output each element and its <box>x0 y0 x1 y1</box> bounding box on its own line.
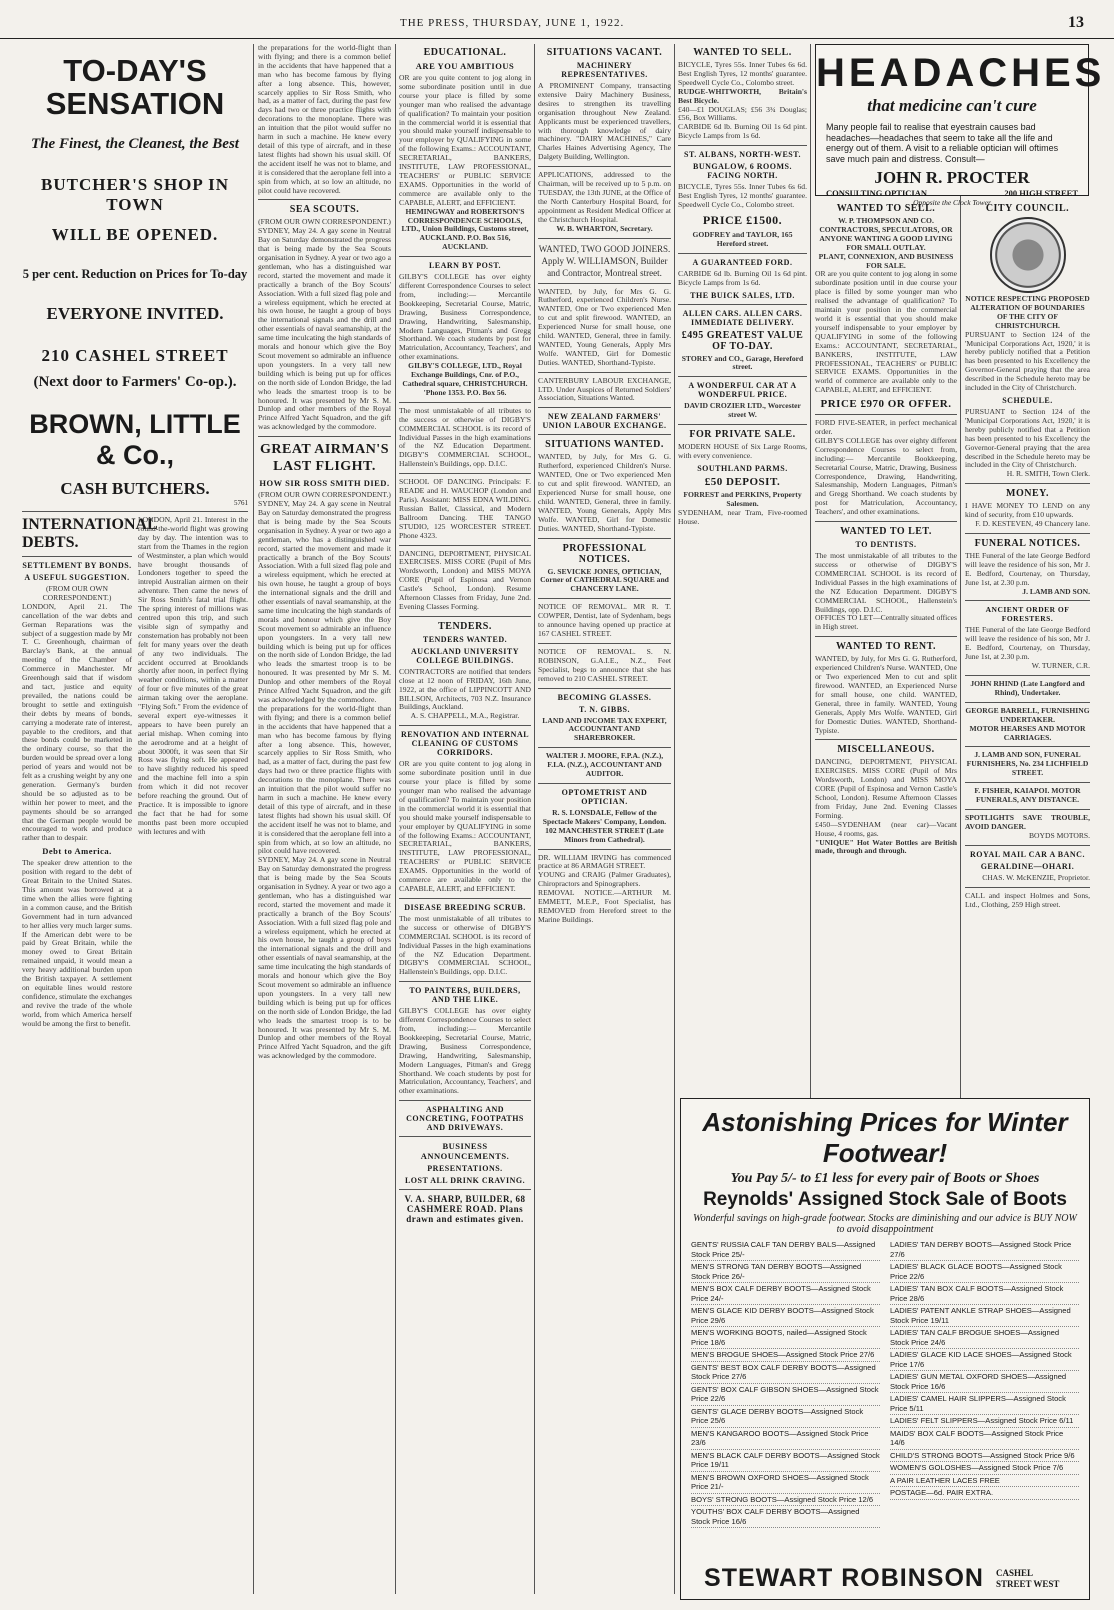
boots-item: MEN'S BOX CALF DERBY BOOTS—Assigned Stock Price 24/- <box>691 1283 880 1305</box>
motor-hearses: MOTOR HEARSES AND MOTOR CARRIAGES. <box>969 723 1086 742</box>
headaches-ad <box>815 44 1106 207</box>
removal-1: NOTICE OF REMOVAL. MR R. T. COWPER, Dentist, late of Sydenham, begs to announce having opened up practice at 167 CASHEL STREET. <box>538 602 671 638</box>
to-dentists: TO DENTISTS. <box>855 540 917 550</box>
funeral-title: FUNERAL NOTICES. <box>974 537 1081 549</box>
column-5 <box>678 44 807 1094</box>
scouts-text-cont: SYDNEY, May 24. A gay scene in Neutral Bay on Saturday demonstrated the progress that is being made by the Sea Scouts organisation in Sydney. A year or two ago a gentleman, who has a distinguished war record, started the movement and made it practically a branch of the Boy Scouts' Association. With a full sized flag pole and a wireless equipment, which he erected at his own house, he taught a group of boys the international signals and the drill and other essentials of naval seamanship, at the same time inculcating the high standards of morals and honour which give the Boy Scout movement so admirable an influence upon youngsters. In a very tall new building which is being put up for offices on the north side of London Bridge, the lad who leads the smartest troop is to be honoured. It was presented by Mr S. M. Dunlop and other members of the Royal Prince Alfred Yacht Squadron, and the gift was acknowledged by the commodore. <box>258 855 391 1061</box>
boots-list-left <box>691 1239 880 1528</box>
rhind: JOHN RHIND (Late Langford and Rhind), Undertaker. <box>970 679 1085 697</box>
boots-item: LADIES' TAN CALF BROGUE SHOES—Assigned Stock Price 24/6 <box>890 1327 1079 1349</box>
st-albans: ST. ALBANS, NORTH-WEST. <box>684 150 801 160</box>
storey: STOREY and CO., Garage, Hereford street. <box>681 353 804 372</box>
bicycle-ad: BICYCLE, Tyres 55s. Inner Tubes 6s 6d. Best English Tyres, 12 months' guarantee. Speedwell Cycle Co., Colombo street. <box>678 60 807 87</box>
call-holmes: CALL and inspect Holmes and Sons, Ltd., Clothing, 259 High street. <box>965 890 1090 909</box>
sevicke-ad: G. SEVICKE JONES, OPTICIAN, Corner of CATHEDRAL SQUARE and CHANCERY LANE. <box>540 566 669 594</box>
schedule: SCHEDULE. <box>1002 395 1053 405</box>
butcher-line1: The Finest, the Cleanest, the Best <box>31 136 239 152</box>
column-rule <box>534 44 535 1594</box>
mckenzie: CHAS. W. McKENZIE, Proprietor. <box>982 872 1090 882</box>
boots-item: LADIES' CAMEL HAIR SLIPPERS—Assigned Stock Price 5/11 <box>890 1393 1079 1415</box>
douglas-ad: £40—£1 DOUGLAS; £56 3¾ Douglas; £56, Box Williams. <box>678 104 807 123</box>
painters-text: GILBY'S COLLEGE has over eighty different Correspondence Courses to select from, including:— Mercantile Bookkeeping, Secretarial Course, Matric, Drawing, Business Correspondence, Drawing, Handwriting, Salesmanship, Modern Languages, Pitman's and Gregg Shorthand. We coach students by post for Matriculation, Accountancy, Teachers', and other examinations. <box>399 1006 531 1096</box>
ford-five-text: GILBY'S COLLEGE has over eighty different Correspondence Courses to select from, including:— Mercantile Bookkeeping, Secretarial Course, Matric, Drawing, Business Correspondence, Drawing, Handwriting, Salesmanship, Modern Languages, Pitman's and Gregg Shorthand. We coach students by post for Matriculation, Accountancy, Teachers', and other examinations. <box>815 435 957 517</box>
boyds: BOYDS MOTORS. <box>1028 830 1090 840</box>
boots-item: LADIES' PATENT ANKLE STRAP SHOES—Assigned Stock Price 19/11 <box>890 1305 1079 1327</box>
column-2 <box>258 44 391 1594</box>
modern-house: MODERN HOUSE of Six Large Rooms, with every convenience. <box>678 442 807 461</box>
private-sale: FOR PRIVATE SALE. <box>689 429 796 441</box>
boots-item: MEN'S KANGAROO BOOTS—Assigned Stock Price 23/6 <box>691 1428 880 1450</box>
thompson: W. P. THOMPSON AND CO. <box>838 216 934 225</box>
airman-text: LONDON, April 21. Interest in the round-the-world flight was growing day by day. The intention was to start from the Thames in the region of Westminster, a plan which would have brought thousands of Londoners together to speed the intrepid Australian airmen on their adventure. Then came the news of Sir Ross Smith's fatal trial flight. The spring interest of millions was centred upon this trip, and such visible sign of sympathy and consternation has probably not been felt for many years over the death of any two individuals. The accident occurred at Brooklands shortly after noon, in perfect flying weather conditions, within a matter of four or five minutes of the great airman taking over the aeroplane. "Flying Soft." From the evidence of several expert eye-witnesses it appears to have been purely an aerial mishap. When coming into the aerodrome and at a height of about 3000ft, it was seen that Sir Ross was flying soft. He appeared to have slightly reduced his speed and the machine fell into a spin from which it did not recover before reaching the ground. Out of Practice. It is impossible to ignore the fact that he had for some months past been more occupied with lectures and with <box>138 515 248 836</box>
boots-list-right <box>890 1239 1079 1528</box>
procter-trade: CONSULTING OPTICIAN <box>826 188 927 198</box>
professional-title: PROFESSIONAL NOTICES. <box>562 542 647 565</box>
funeral-1: THE Funeral of the late George Bedford will leave the residence of his son, Mr J. E. Bedford, Courtenay, on Thursday, June 1st, at 2.30 p.m. <box>965 550 1090 587</box>
situations-vacant-title: SITUATIONS VACANT. <box>546 47 663 58</box>
nz-farmers: NEW ZEALAND FARMERS' UNION LABOUR EXCHANGE. <box>542 412 667 431</box>
removal-2: NOTICE OF REMOVAL. S. N. ROBINSON, G.A.I.E., N.Z., Feet Specialist, begs to announce that she has removed to 210 CASHEL STREET. <box>538 646 671 683</box>
store-name: STEWART ROBINSON <box>704 1564 984 1592</box>
col6-wanted-sell: WANTED TO SELL. <box>836 203 936 214</box>
procter-address: 200 HIGH STREET <box>1004 188 1078 198</box>
boots-item: LADIES' BLACK GLACE BOOTS—Assigned Stock Price 22/6 <box>890 1261 1079 1283</box>
debts-dateline: (FROM OUR OWN CORRESPONDENT.) <box>42 584 112 602</box>
fisher: F. FISHER, KAIAPOI. MOTOR FUNERALS, ANY DISTANCE. <box>974 786 1081 805</box>
council-text: PURSUANT to Section 124 of the 'Municipal Corporations Act, 1920,' it is hereby publicly notified that a Petition has been presented to his Excellency the Governor-General praying that the area described in the Schedule hereto may be included in the City of Christchurch. <box>965 329 1090 393</box>
sit-wanted-text: WANTED, by July, for Mrs G. G. Rutherford, experienced Children's Nurse. WANTED, One or Two experienced Men to cut and split firewood. WANTED, an Experienced Nurse for small house, one child. WANTED, General, three in family. WANTED, Young Generals, Apply Mrs Wolfe. WANTED, Girl for Domestic Duties. WANTED, Shorthand-Typiste. <box>538 452 671 533</box>
dancing-ad-2: DANCING, DEPORTMENT, PHYSICAL EXERCISES. MISS CORE (Pupil of Mrs Wordsworth, London) and MISS MOYA CORE (Pupil of Espinosa and Vernon Castle's School, London). Resume Afternoon Classes from Friday, June 2nd. Evening Classes Forming. <box>399 548 531 611</box>
boots-item: YOUTHS' BOX CALF DERBY BOOTS—Assigned Stock Price 16/6 <box>691 1506 880 1528</box>
gilby-address: GILBY'S COLLEGE, LTD., Royal Exchange Buildings, Cnr. of P.O., Cathedral square, CHRISTCHURCH. 'Phone 1353. P.O. Box 56. <box>402 361 528 397</box>
bungalow-text: BICYCLE, Tyres 55s. Inner Tubes 6s 6d. Best English Tyres, 12 months' guarantee. Speedwell Cycle Co., Colombo street. <box>678 182 807 209</box>
debts-sub1: SETTLEMENT BY BONDS. <box>22 561 132 570</box>
boots-item: GENTS' BEST BOX CALF DERBY BOOTS—Assigned Stock Price 27/6 <box>691 1362 880 1384</box>
masthead: THE PRESS, THURSDAY, JUNE 1, 1922. <box>400 17 625 29</box>
plant: PLANT, CONNEXION, AND BUSINESS FOR SALE. <box>818 251 954 270</box>
godfrey: GODFREY and TAYLOR, 165 Hereford street. <box>692 229 793 248</box>
boots-sub1: You Pay 5/- to £1 less for every pair of Boots or Shoes <box>730 1171 1040 1186</box>
southland: SOUTHLAND PARMS. <box>697 463 788 473</box>
optometrist: OPTOMETRIST AND OPTICIAN. <box>561 787 648 806</box>
young-craig: YOUNG and CRAIG (Palmer Graduates), Chiropractors and Spinographers. <box>538 870 671 889</box>
edu-ambitious: ARE YOU AMBITIOUS <box>415 61 515 71</box>
store-address: CASHEL STREET WEST <box>995 1567 1060 1589</box>
boots-item: A PAIR LEATHER LACES FREE <box>890 1475 1079 1488</box>
page-number: 13 <box>1068 14 1084 31</box>
painters: TO PAINTERS, BUILDERS, AND THE LIKE. <box>409 986 521 1005</box>
debts-subhead: Debt to America. <box>42 846 112 857</box>
rent-text: WANTED, by July, for Mrs G. G. Rutherford, experienced Children's Nurse. WANTED, One or Two experienced Men to cut and split firewood. WANTED, an Experienced Nurse for small house, one child. WANTED, General, three in family. WANTED, Young Generals, Apply Mrs Wolfe. WANTED, Girl for Domestic Duties. WANTED, Shorthand-Typiste. <box>815 654 957 735</box>
money-title: MONEY. <box>1006 488 1049 500</box>
boots-item: MEN'S WORKING BOOTS, nailed—Assigned Stock Price 18/6 <box>691 1327 880 1349</box>
price-50: £50 DEPOSIT. <box>704 475 781 488</box>
council-notice: NOTICE RESPECTING PROPOSED ALTERATION OF BOUNDARIES OF THE CITY OF CHRISTCHURCH. <box>965 294 1090 330</box>
price-1500: PRICE £1500. <box>702 212 783 227</box>
boots-item: GENTS' GLACE DERBY BOOTS—Assigned Stock Price 25/6 <box>691 1406 880 1428</box>
foresters: ANCIENT ORDER OF FORESTERS. <box>985 605 1070 624</box>
auckland-uni: AUCKLAND UNIVERSITY COLLEGE BUILDINGS. <box>411 646 519 665</box>
crozier: DAVID CROZIER LTD., Worcester street W. <box>684 401 801 420</box>
butcher-trade: CASH BUTCHERS. <box>60 479 210 498</box>
boots-item: BOYS' STRONG BOOTS—Assigned Stock Price 12/6 <box>691 1494 880 1507</box>
wanted-to-rent: WANTED TO RENT. <box>835 641 937 653</box>
miscellaneous: MISCELLANEOUS. <box>837 744 935 756</box>
butcher-ad <box>22 54 248 507</box>
lonsdale: R. S. LONSDALE, Fellow of the Spectacle Makers' Company, London. 102 MANCHESTER STREET (Late Minors from Cathedral). <box>542 807 667 844</box>
debts-text-2: The speaker drew attention to the position with regard to the debt of Great Britain to the United States. This amount was borrowed at a time when the allies were fighting in a common cause, and the British Government had in turn advanced to her allies very much larger sums. If the American debt were to be paid by Great Britain, while the money owed to Great Britain remained unpaid, it would mean a very heavy additional burden upon the British taxpayer. A settlement on equitable lines would restore confidence, stimulate the exchanges and revive the trade of the whole world, from which America herself would be among the first to benefit. <box>22 858 132 1028</box>
scouts-text: SYDNEY, May 24. A gay scene in Neutral Bay on Saturday demonstrated the progress that is being made by the Sea Scouts organisation in Sydney. A year or two ago a gentleman, who has a distinguished war record, started the movement and made it practically a branch of the Boy Scouts' Association. With a full sized flag pole and a wireless equipment, which he erected at his own house, he taught a group of boys the international signals and the drill and other essentials of naval seamanship, at the same time inculcating the high standards of morals and honour which give the Boy Scout movement so admirable an influence upon youngsters. In a very tall new building which is being put up for offices on the north side of London Bridge, the lad who leads the smartest troop is to be honoured. It was presented by Mr S. M. Dunlop and other members of the Royal Prince Alfred Yacht Squadron, and the gift was acknowledged by the commodore. <box>258 226 391 432</box>
city-council-title: CITY COUNCIL. <box>985 203 1070 214</box>
wanted-to-let: WANTED TO LET. <box>840 526 932 538</box>
debts-text: LONDON, April 21. The cancellation of the war debts and German Reparations was the subject of a suggestion made by Mr T. C. Greenhough, chairman of Barclay's Bank, at the annual meeting of the Chamber of Commerce in Manchester. Mr Greenhough said that if wisdom and tact, justice and equity prevailed, the nations could be brought to settle and extinguish their debts by means of bonds, carrying a moderate rate of interest, payable to the creditors, and that these bonds could be marketed in the ordinary course, so that the burden would be spread over a long period of years and would not be felt as a crushing weight by any one generation. Germany's burden should be so adjusted as to be within her power to meet, and the payments should be so arranged that the German people would be encouraged to work and produce rather than to despair. <box>22 601 132 843</box>
wharton: W. B. WHARTON, Secretary. <box>556 223 653 233</box>
butcher-invite: EVERYONE INVITED. <box>46 304 224 323</box>
butcher-line2: BUTCHER'S SHOP IN TOWN <box>41 175 229 214</box>
boots-item: MEN'S BROGUE SHOES—Assigned Stock Price 27/6 <box>691 1349 880 1362</box>
boots-item: MAIDS' BOX CALF BOOTS—Assigned Stock Price 14/6 <box>890 1428 1079 1450</box>
becoming-glasses: BECOMING GLASSES. <box>557 692 652 702</box>
geraldine: GERALDINE—OHARI. <box>980 861 1075 871</box>
butcher-line3: WILL BE OPENED. <box>51 225 219 244</box>
lamb-son: J. LAMB AND SON, FUNERAL FURNISHERS, No. 234 LICHFIELD STREET. <box>966 750 1089 778</box>
disease-scrub: DISEASE BREEDING SCRUB. <box>404 902 526 912</box>
airman-dateline: (FROM OUR OWN CORRESPONDENT.) <box>258 490 391 500</box>
procter-opposite: Opposite the Clock Tower <box>913 198 991 207</box>
rudge-ad: RUDGE-WHITWORTH, Britain's Best Bicycle. <box>678 86 807 105</box>
boots-sub3: Wonderful savings on high-grade footwear. Stocks are diminishing and our advice is BUY NOW to avoid disappointment <box>693 1213 1077 1235</box>
boots-ad <box>680 1098 1090 1600</box>
spotlights: SPOTLIGHTS SAVE TROUBLE, AVOID DANGER. <box>965 812 1090 831</box>
plant-text: OR are you quite content to jog along in some subordinate position until in due course your place is filled by some younger man who realised the advantage of qualification? To maintain your position in the commercial world it is essential that you should make yourself indispensable to your employer by QUALIFYING in some of the following Exams.: ACCOUNTANT, SECRETARIAL, BANKERS, INSTITUTE, LAW PROFESSIONAL, TEACHERS' or PUBLIC SERVICE EXAMS. Opportunities in the world of commerce are available only to the CAPABLE, ALERT, and EFFICIENT. <box>815 269 957 395</box>
airman-sub: HOW SIR ROSS SMITH DIED. <box>259 478 390 489</box>
airman-title: GREAT AIRMAN'S LAST FLIGHT. <box>259 442 389 475</box>
debts-sub2: A USEFUL SUGGESTION. <box>24 573 130 582</box>
dancing-ad-1: SCHOOL OF DANCING. Principals: F. READE and H. WAUCHOP (London and Paris). Assistant: MISS EDNA WILDING. Russian Ballet, Classical, and Modern Ballroom Dancing. THE TANGO STUDIO, 125 WORCESTER STREET. Phone 4323. <box>399 477 531 540</box>
column-rule <box>674 44 675 1594</box>
allen-cars: ALLEN CARS. ALLEN CARS. IMMEDIATE DELIVERY. <box>682 308 803 327</box>
misc-text: DANCING, DEPORTMENT, PHYSICAL EXERCISES. MISS CORE (Pupil of Mrs Wordsworth, London) and MISS MOYA CORE (Pupil of Espinosa and Vernon Castle's School, London). Resume Afternoon Classes from Friday, June 2nd. Evening Classes Forming. <box>815 757 957 820</box>
boots-item: LADIES' FELT SLIPPERS—Assigned Stock Price 6/11 <box>890 1415 1079 1428</box>
boots-item: MEN'S BROWN OXFORD SHOES—Assigned Stock Price 21/- <box>691 1472 880 1494</box>
price-970: PRICE £970 OR OFFER. <box>820 398 952 411</box>
prominent-ad: A PROMINENT Company, transacting extensive Dairy Machinery Business, desires to strengthen its travelling organisation throughout New Zealand. Applicants must be experienced travellers, with thorough knowledge of dairy machinery. "DAIRY MACHINES," Care Charles Haines Advertising Agency, The Dalgety Building, Wellington. <box>538 81 671 162</box>
asphalt: ASPHALTING AND CONCRETING, FOOTPATHS AND DRIVEWAYS. <box>406 1105 524 1133</box>
butcher-reduction: 5 per cent. Reduction on Prices for To-day <box>22 267 248 281</box>
tenders-title: TENDERS. <box>438 620 492 632</box>
ford-text: CARBIDE 6d lb. Burning Oil 1s 6d pint. Bicycle Lamps from 1s 6d. <box>678 268 807 287</box>
foresters-text: THE Funeral of the late George Bedford will leave the residence of his son, Mr J. E. Bedford, Courtenay, on Thursday, June 1st, at 2.30 p.m. <box>965 625 1090 662</box>
boots-item: POSTAGE—6d. PAIR EXTRA. <box>890 1487 1079 1500</box>
digby-ad: The most unmistakable of all tributes to the success or otherwise of DIGBY'S COMMERCIAL SCHOOL is its record of Individual Passes in the high examinations of the NZ Education Department. DIGBY'S COMMERCIAL SCHOOL, Hallenstein's Buildings, opp. D.I.C. <box>399 405 531 469</box>
wonderful-car: A WONDERFUL CAR AT A WONDERFUL PRICE. <box>688 381 797 400</box>
applications-ad: APPLICATIONS, addressed to the Chairman, will be received up to 5 p.m. on TUESDAY, the 13th JUNE, at the Office of the North Canterbury Hospital Board, for appointment as Resident Medical Officer at the Christchurch Hospital. <box>538 170 671 224</box>
flight-text-top: the preparations for the world-flight than with flying; and there is a common belief in the accidents that have happened that a man who has become famous by flying after a long absence. This, however, scarcely applies to Sir Ross Smith, who had, as a matter of fact, during the past few days had two or three practice flights with decorations to the monoplane. There was an intuition that the pilot would suffer no harm in such a machine. He knew every detail of this type of aircraft, and in these latest flights had shown his usual skill. Of the accident itself he was not to blame, and it is considered that the aeroplane fell into a spin from which, at so low an altitude, no pilot could have recovered. <box>258 44 391 195</box>
ad-ref: 5761 <box>234 499 248 507</box>
column-rule <box>395 44 396 1594</box>
sydenham: SYDENHAM, near Tram, Five-roomed House. <box>678 507 807 526</box>
butcher-address: 210 CASHEL STREET <box>41 346 229 365</box>
ford-five: FORD FIVE-SEATER, in perfect mechanical order. <box>815 418 957 437</box>
buick: THE BUICK SALES, LTD. <box>690 290 795 300</box>
learn-post: LEARN BY POST. <box>428 261 502 271</box>
money-signature: F. D. KESTEVEN, 49 Chancery lane. <box>975 519 1090 529</box>
business-title: BUSINESS ANNOUNCEMENTS. <box>420 1141 510 1162</box>
headaches-text: Many people fail to realise that eyestrain causes bad headaches—headaches that seem to take all the life and energy out of them. A visit to a reliable optician will oftimes save much pain and distress. Consult— <box>826 122 1059 164</box>
boots-item: LADIES' GUN METAL OXFORD SHOES—Assigned Stock Price 16/6 <box>890 1371 1079 1393</box>
boots-sub2: Reynolds' Assigned Stock Sale of Boots <box>703 1189 1067 1210</box>
joiners-ad: WANTED, TWO GOOD JOINERS. Apply W. WILLIAMSON, Builder and Contractor, Montreal street. <box>538 243 671 278</box>
lamb: J. LAMB AND SON. <box>1022 586 1090 596</box>
column-3 <box>399 44 531 1594</box>
lost-craving: LOST ALL DRINK CRAVING. <box>404 1176 526 1186</box>
butcher-next-door: (Next door to Farmers' Co-op.). <box>33 374 237 390</box>
edu-text: OR are you quite content to jog along in some subordinate position until in due course your place is filled by some younger man who realised the advantage of qualification? To maintain your position in the commercial world it is essential that you should make yourself indispensable to your employer by QUALIFYING in some of the following Exams.: ACCOUNTANT, SECRETARIAL, BANKERS, INSTITUTE, LAW PROFESSIONAL, TEACHERS' or PUBLIC SERVICE EXAMS. Opportunities in the world of commerce are available only to the CAPABLE, ALERT, and EFFICIENT. <box>399 73 531 207</box>
scouts-title: SEA SCOUTS. <box>289 204 360 216</box>
renovation-text: OR are you quite content to jog along in some subordinate position until in due course your place is filled by some younger man who realised the advantage of qualification? To maintain your position in the commercial world it is essential that you should make yourself indispensable to your employer by QUALIFYING in some of the following Exams.: ACCOUNTANT, SECRETARIAL, BANKERS, INSTITUTE, LAW PROFESSIONAL, TEACHERS' or PUBLIC SERVICE EXAMS. Opportunities in the world of commerce are available only to the CAPABLE, ALERT, and EFFICIENT. <box>399 759 531 893</box>
council-seal <box>990 217 1066 293</box>
boots-headline: Astonishing Prices for Winter Footwear! <box>702 1107 1068 1168</box>
chappell: A. S. CHAPPELL, M.A., Registrar. <box>410 711 520 721</box>
money-text: I HAVE MONEY TO LEND on any kind of security, from £10 upwards. <box>965 501 1090 520</box>
boots-item: LADIES' TAN DERBY BOOTS—Assigned Stock Price 27/6 <box>890 1239 1079 1261</box>
presentations: PRESENTATIONS. <box>427 1164 503 1174</box>
bungalow: BUNGALOW, 6 ROOMS. FACING NORTH. <box>693 162 792 181</box>
carbide-ad: CARBIDE 6d lb. Burning Oil 1s 6d pint. Bicycle Lamps from 1s 6d. <box>678 122 807 141</box>
schedule-text: PURSUANT to Section 124 of the 'Municipal Corporations Act, 1920,' it is hereby publicly notified that a Petition has been presented to his Excellency the Governor-General praying that the area described in the Schedule hereto may be included in the City of Christchurch. <box>965 406 1090 470</box>
machinery-reps: MACHINERY REPRESENTATIVES. <box>561 61 648 79</box>
boots-item: MEN'S BLACK CALF DERBY BOOTS—Assigned Stock Price 19/11 <box>691 1450 880 1472</box>
educational-title: EDUCATIONAL. <box>423 47 507 58</box>
land-tax: LAND AND INCOME TAX EXPERT, ACCOUNTANT AND SHAREBROKER. <box>542 715 667 743</box>
boots-item: LADIES' GLACE KID LACE SHOES—Assigned Stock Price 17/6 <box>890 1349 1079 1371</box>
unique-bottles: "UNIQUE" Hot Water Bottles are British made, through and through. <box>815 837 957 856</box>
boots-item: MEN'S STRONG TAN DERBY BOOTS—Assigned Stock Price 26/- <box>691 1261 880 1283</box>
butcher-firm: BROWN, LITTLE & Co., <box>29 409 241 470</box>
airman-text-cont: SYDNEY, May 24. A gay scene in Neutral Bay on Saturday demonstrated the progress that is being made by the Sea Scouts organisation in Sydney. A year or two ago a gentleman, who has a distinguished war record, started the movement and made it practically a branch of the Boy Scouts' Association. With a full sized flag pole and a wireless equipment, which he erected at his own house, he taught a group of boys the international signals and the drill and other essentials of naval seamanship, at the same time inculcating the high standards of morals and honour which give the Boy Scout movement so admirable an influence upon youngsters. In a very tall new building which is being put up for offices on the north side of London Bridge, the lad who leads the smartest troop is to be honoured. It was presented by Mr S. M. Dunlop and other members of the Royal Prince Alfred Yacht Squadron, and the gift was acknowledged by the commodore. <box>258 499 391 704</box>
tn-gibbs: T. N. GIBBS. <box>579 704 630 714</box>
hemingway-ad: HEMINGWAY and ROBERTSON'S CORRESPONDENCE SCHOOLS, LTD., Union Buildings, Customs street, AUCKLAND. P.O. Box 516, AUCKLAND. <box>401 206 529 252</box>
boots-item: WOMEN'S GOLOSHES—Assigned Stock Price 7/6 <box>890 1462 1079 1475</box>
turner: W. TURNER, C.R. <box>1031 661 1090 671</box>
forrest: FORREST and PERKINS, Property Salesmen. <box>683 489 802 508</box>
council-signature: H. R. SMITH, Town Clerk. <box>1006 469 1090 479</box>
misc-wanted: WANTED, by July, for Mrs G. G. Rutherford, experienced Children's Nurse. WANTED, One or Two experienced Men to cut and split firewood. WANTED, an Experienced Nurse for small house, one child. WANTED, General, three in family. WANTED, Young Generals, Apply Mrs Wolfe. WANTED, Girl for Domestic Duties. WANTED, Shorthand-Typiste. <box>538 286 671 367</box>
contractors-spec: CONTRACTORS, SPECULATORS, OR ANYONE WANTING A GOOD LIVING FOR SMALL OUTLAY. <box>819 224 953 252</box>
price-495: £495 GREATEST VALUE OF TO-DAY. <box>681 329 804 352</box>
moore: WALTER J. MOORE, F.P.A. (N.Z.), F.I.A. (N.Z.), ACCOUNTANT AND AUDITOR. <box>545 751 664 779</box>
situations-wanted: SITUATIONS WANTED. <box>545 439 664 451</box>
boots-item: GENTS' RUSSIA CALF TAN DERBY BALS—Assigned Stock Price 25/- <box>691 1239 880 1261</box>
wanted-to-sell-title: WANTED TO SELL. <box>693 47 792 58</box>
guaranteed-ford: A GUARANTEED FORD. <box>692 257 793 267</box>
column-1 <box>22 44 248 1594</box>
gilby-text: GILBY'S COLLEGE has over eighty different Correspondence Courses to select from, including:— Mercantile Bookkeeping, Secretarial Course, Matric, Drawing, Business Correspondence, Drawing, Handwriting, Salesmanship, Modern Languages, Pitman's and Gregg Shorthand. We coach students by post for Matriculation, Accountancy, Teachers', and other examinations. <box>399 272 531 362</box>
column-4 <box>538 44 671 1594</box>
sharp-builder: V. A. SHARP, BUILDER, 68 CASHMERE ROAD. Plans drawn and estimates given. <box>404 1194 526 1225</box>
sydenham-rent: £450—SYDENHAM (near car)—Vacant House, 4 rooms, gas. <box>815 819 957 838</box>
royal-mail: ROYAL MAIL CAR A BANC. <box>970 849 1085 859</box>
boots-item: LADIES' TAN BOX CALF BOOTS—Assigned Stock Price 28/6 <box>890 1283 1079 1305</box>
column-rule <box>253 44 254 1594</box>
page-header <box>0 0 1114 39</box>
irving: DR. WILLIAM IRVING has commenced practice at 86 ARMAGH STREET. <box>538 852 671 871</box>
procter-name: JOHN R. PROCTER <box>874 168 1030 187</box>
boots-item: CHILD'S STRONG BOOTS—Assigned Stock Price 9/6 <box>890 1450 1079 1463</box>
disease-text: The most unmistakable of all tributes to the success or otherwise of DIGBY'S COMMERCIAL SCHOOL is its record of Individual Passes in the high examinations of the NZ Education Department. DIGBY'S COMMERCIAL SCHOOL, Hallenstein's Buildings, opp. D.I.C. <box>399 913 531 977</box>
renovation: RENOVATION AND INTERNAL CLEANING OF CUSTOMS CORRIDORS. <box>400 730 530 758</box>
canterbury-labour: CANTERBURY LABOUR EXCHANGE, LTD. Under Auspices of Returned Soldiers' Association, Situations Wanted. <box>538 375 671 403</box>
headaches-sub: that medicine can't cure <box>867 96 1037 115</box>
barrell: GEORGE BARRELL, FURNISHING UNDERTAKER. <box>965 705 1090 724</box>
flight-text-cont: the preparations for the world-flight than with flying; and there is a common belief in the accidents that have happened that a man who has become famous by flying after a long absence. This, however, scarcely applies to Sir Ross Smith, who had, as a matter of fact, during the past few days had two or three practice flights with decorations to the monoplane. There was an intuition that the pilot would suffer no harm in such a machine. He knew every detail of this type of aircraft, and in these latest flights had shown his usual skill. Of the accident itself he was not to blame, and it is considered that the aeroplane fell into a spin from which, at so low an altitude, no pilot could have recovered. <box>258 703 391 856</box>
scouts-dateline: (FROM OUR OWN CORRESPONDENT.) <box>258 217 391 227</box>
offices-let: OFFICES TO LET—Centrally situated offices in High street. <box>815 613 957 632</box>
debts-title: INTERNATIONAL DEBTS. <box>22 516 157 551</box>
boots-item: MEN'S GLACE KID DERBY BOOTS—Assigned Stock Price 29/6 <box>691 1305 880 1327</box>
tenders-wanted: TENDERS WANTED. <box>422 634 508 644</box>
headaches-title: HEADACHES <box>816 51 1106 95</box>
boots-item: GENTS' BOX CALF GIBSON SHOES—Assigned Stock Price 22/6 <box>691 1384 880 1406</box>
contractors-ad: CONTRACTORS are notified that tenders close at 12 noon of FRIDAY, 16th June, 1922, at the office of LIPPINCOTT AND BILLSON, Architects, 703 N.Z. Insurance Buildings, Auckland. <box>399 666 531 712</box>
removal-3: REMOVAL NOTICE.—ARTHUR M. EMMETT, M.E.P., Foot Specialist, has REMOVED from Hereford street to the Marine Buildings. <box>538 888 671 924</box>
dentists-text: The most unmistakable of all tributes to the success or otherwise of DIGBY'S COMMERCIAL SCHOOL is its record of Individual Passes in the high examinations of the NZ Education Department. DIGBY'S COMMERCIAL SCHOOL, Hallenstein's Buildings, opp. D.I.C. <box>815 551 957 614</box>
butcher-headline: TO-DAY'S SENSATION <box>45 53 225 121</box>
